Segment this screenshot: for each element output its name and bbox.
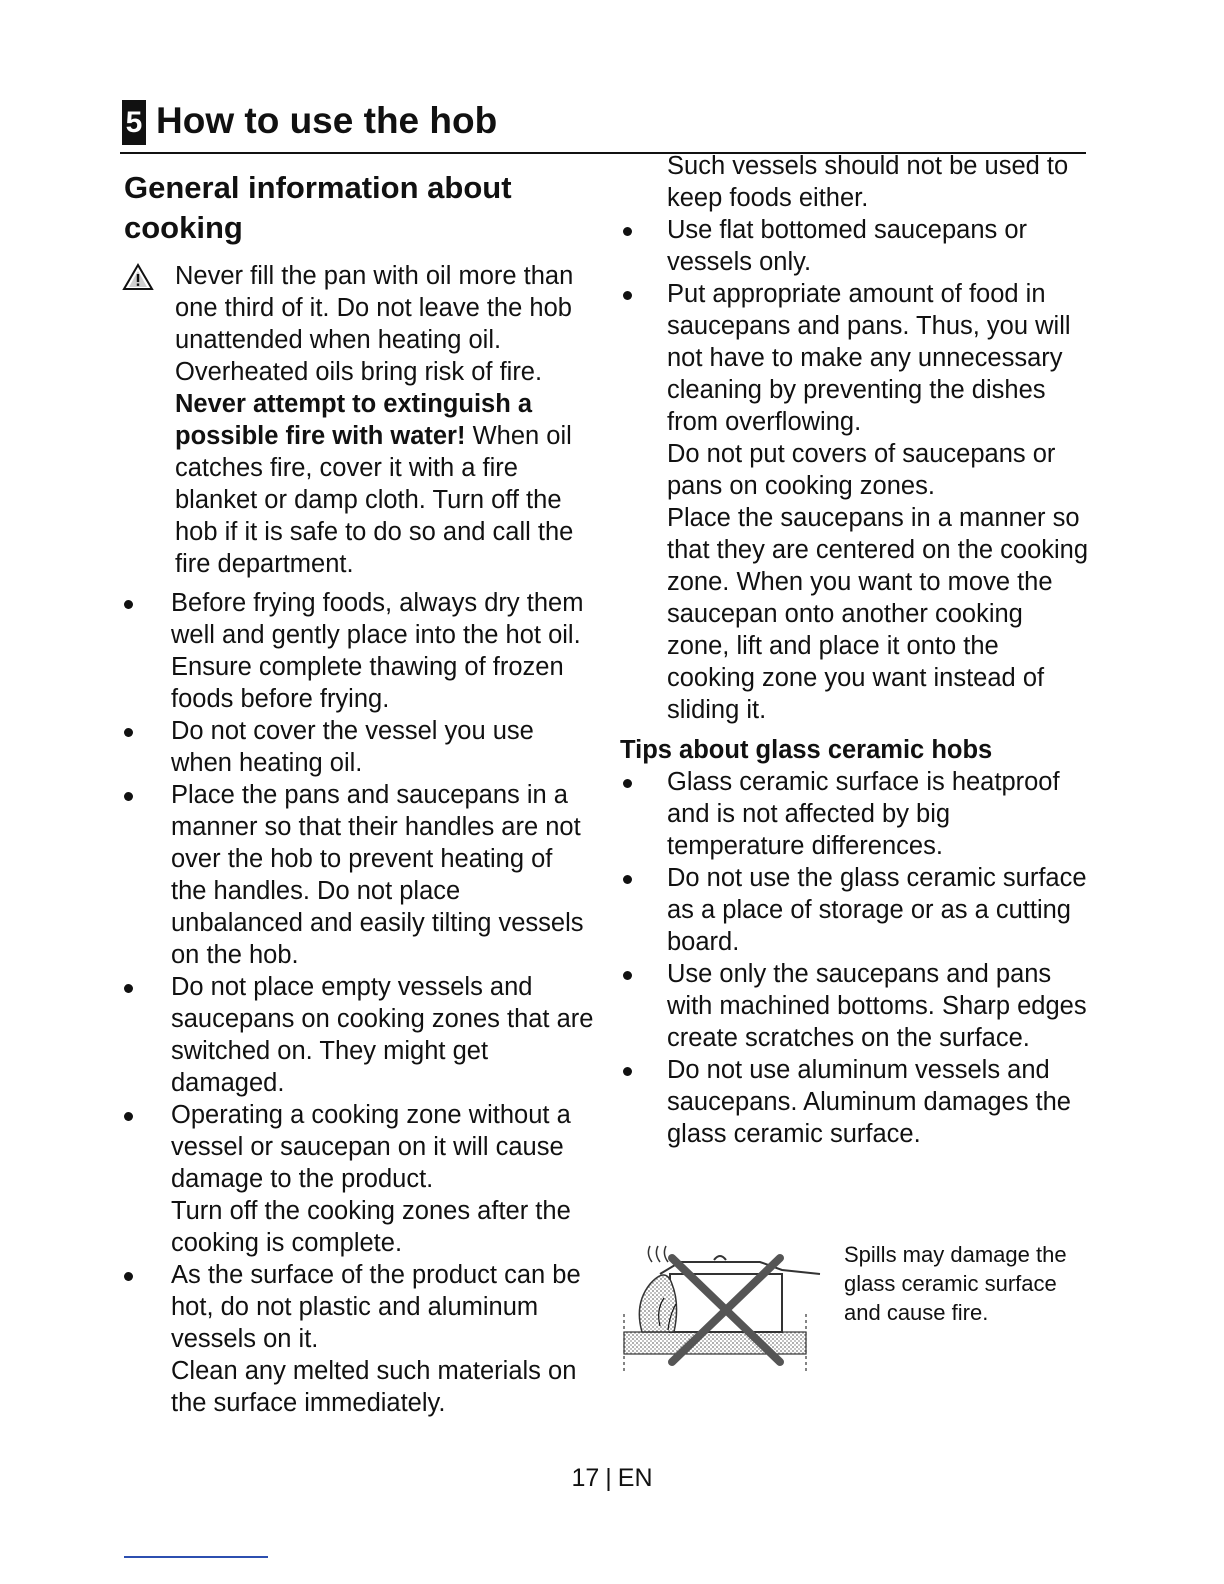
- bullet-text: Before frying foods, always dry them well and gently place into the hot oil. Ensure complete thawing of frozen foods before frying.: [171, 589, 584, 713]
- bullet-icon: [623, 779, 632, 788]
- list-item: [124, 971, 594, 1099]
- bullet-icon: [124, 1272, 133, 1281]
- warning-after-bold-text: When oil catches fire, cover it with a fire blanket or damp cloth. Turn off the hob if it is safe to do so and call the fire department.: [175, 422, 574, 578]
- bullet-text: Operating a cooking zone without a vessel or saucepan on it will cause damage to the product.: [171, 1101, 571, 1193]
- list-item: [124, 715, 594, 779]
- vessel-bullets: [620, 214, 1090, 726]
- footer-separator: |: [605, 1464, 612, 1492]
- bullet-icon: [124, 728, 133, 737]
- warning-bold-text: Never attempt to extinguish a possible fire with water!: [175, 390, 533, 450]
- bullet-text: Use only the saucepans and pans with machined bottoms. Sharp edges create scratches on the surface.: [667, 960, 1087, 1052]
- list-item: [620, 862, 1090, 958]
- section-title: General information about cooking: [124, 170, 512, 245]
- bullet-icon: [124, 984, 133, 993]
- bullet-text: Do not cover the vessel you use when heating oil.: [171, 717, 534, 777]
- bullet-icon: [623, 971, 632, 980]
- bullet-text: As the surface of the product can be hot, do not plastic and aluminum vessels on it.: [171, 1261, 581, 1353]
- list-item: [124, 1099, 594, 1259]
- warning-triangle-icon: [122, 263, 154, 291]
- tips-bullets: [620, 766, 1090, 1150]
- bullet-text: Place the pans and saucepans in a manner so that their handles are not over the hob to prevent heating of the handles. Do not place unbalanced and easily tilting vessels on the hob.: [171, 781, 584, 969]
- bullet-extra-text: Do not put covers of saucepans or pans on cooking zones.: [667, 440, 1056, 500]
- list-item: [124, 779, 594, 971]
- page-footer: [0, 1462, 1224, 1494]
- spill-warning-illustration: [620, 1234, 830, 1374]
- language-code: EN: [617, 1464, 653, 1492]
- bullet-extra-text: Turn off the cooking zones after the cooking is complete.: [171, 1197, 571, 1257]
- bullet-icon: [124, 792, 133, 801]
- chapter-number-badge: 5: [122, 100, 146, 145]
- bullet-icon: [623, 875, 632, 884]
- list-item: [620, 214, 1090, 278]
- right-column: [620, 150, 1090, 1150]
- bullet-icon: [124, 1112, 133, 1121]
- bullet-text: Do not place empty vessels and saucepans on cooking zones that are switched on. They might get damaged.: [171, 973, 594, 1097]
- bullet-icon: [623, 291, 632, 300]
- page-number: 17: [571, 1464, 600, 1492]
- tips-title: Tips about glass ceramic hobs: [620, 736, 993, 764]
- bullet-icon: [124, 600, 133, 609]
- bullet-icon: [623, 1067, 632, 1076]
- bullet-text: Use flat bottomed saucepans or vessels only.: [667, 216, 1028, 276]
- bullet-extra-text: Place the saucepans in a manner so that they are centered on the cooking zone. When you want to move the saucepan onto another cooking zone, lift and place it onto the cooking zone you want instead of sliding it.: [667, 504, 1089, 724]
- left-column: [124, 168, 594, 1419]
- warning-emphasis-paragraph: [175, 388, 594, 580]
- chapter-header: [120, 96, 1086, 154]
- chapter-title: How to use the hob: [156, 100, 498, 141]
- page-edge-line: [124, 1556, 268, 1558]
- cooking-bullets: [124, 587, 594, 1419]
- bullet-text: Glass ceramic surface is heatproof and is not affected by big temperature differences.: [667, 768, 1060, 860]
- figure-caption: Spills may damage the glass ceramic surface and cause fire.: [844, 1242, 1067, 1325]
- list-item: [124, 587, 594, 715]
- list-item: [620, 958, 1090, 1054]
- bullet-text: Do not use the glass ceramic surface as a place of storage or as a cutting board.: [667, 864, 1087, 956]
- list-item: [124, 1259, 594, 1419]
- list-item: [620, 1054, 1090, 1150]
- list-item: [620, 766, 1090, 862]
- warning-text: Never fill the pan with oil more than one third of it. Do not leave the hob unattended when heating oil. Overheated oils bring risk of fire.: [175, 262, 574, 386]
- bullet-text: Do not use aluminum vessels and saucepans. Aluminum damages the glass ceramic surface.: [667, 1056, 1071, 1148]
- fire-warning: [124, 260, 594, 580]
- bullet-extra-text: Clean any melted such materials on the surface immediately.: [171, 1357, 577, 1417]
- bullet-icon: [623, 227, 632, 236]
- bullet-text: Put appropriate amount of food in saucepans and pans. Thus, you will not have to make any unnecessary cleaning by preventing the dishes from overflowing.: [667, 280, 1071, 436]
- list-item: [620, 278, 1090, 726]
- continued-text: Such vessels should not be used to keep foods either.: [667, 152, 1069, 212]
